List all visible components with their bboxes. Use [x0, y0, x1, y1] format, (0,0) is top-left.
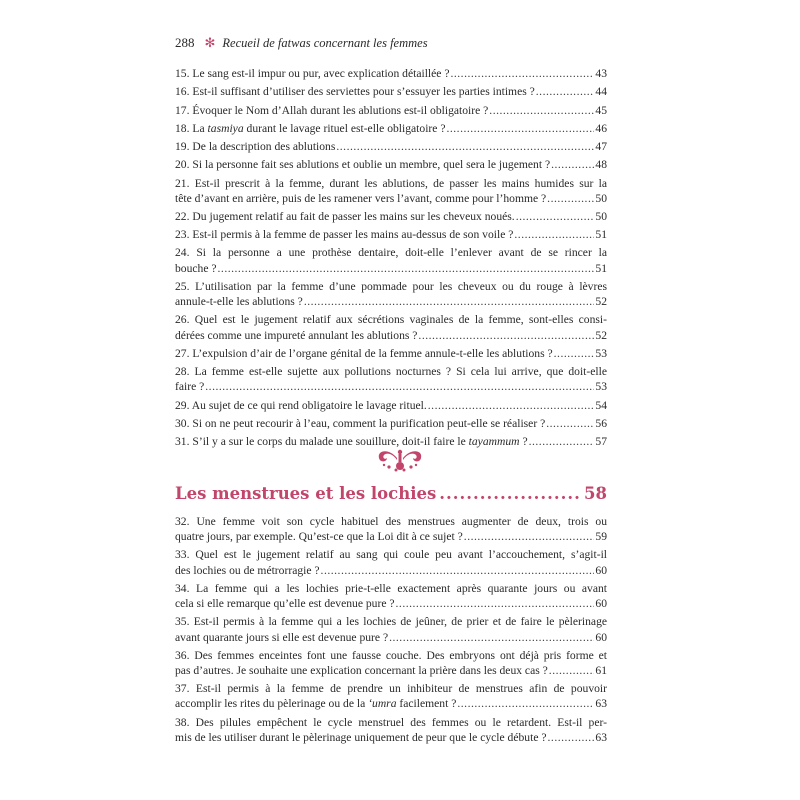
entry-page-number: 63 — [595, 730, 607, 744]
entry-text-part: Si la personne fait ses ablutions et oublie un membre, quel sera le jugement ? — [192, 158, 551, 172]
entry-text — [175, 66, 449, 81]
toc-entry[interactable] — [175, 66, 607, 81]
leader-dots — [446, 121, 594, 136]
entry-text-part: La — [192, 121, 208, 135]
flower-ornament-icon: ✻ — [204, 35, 216, 50]
entry-page-number: 57 — [595, 435, 607, 449]
entry-text-first-line — [175, 648, 607, 663]
toc-entry[interactable] — [175, 614, 607, 644]
entry-text-part: accomplir les rites du pèlerinage ou de la — [175, 697, 369, 711]
entry-text: Est-il permis à la femme de prendre un inhibiteur de menstrues afin de pouvoir — [195, 682, 607, 696]
entry-page-number: 54 — [595, 398, 607, 412]
entry-number: 38. — [175, 715, 190, 729]
page-number: 288 — [175, 35, 195, 50]
entry-page-number: 56 — [595, 416, 607, 430]
entry-page-number: 47 — [595, 140, 607, 153]
entry-text-first-line — [175, 547, 607, 562]
entry-text-part: cela si elle remarque qu’elle est devenue pure ? — [175, 597, 395, 611]
entry-text — [175, 261, 217, 276]
entry-text — [175, 596, 395, 611]
leader-dots — [418, 328, 594, 343]
leader-dots — [529, 434, 595, 449]
entry-text — [175, 103, 488, 118]
entry-page-number: 63 — [595, 697, 607, 711]
entry-number: 34. — [175, 581, 190, 595]
toc-entry[interactable] — [175, 648, 607, 678]
leader-dots — [551, 157, 594, 172]
entry-text-part: quatre jours, par exemple. Qu’est-ce que la Loi dit à ce sujet ? — [175, 530, 463, 544]
leader-dots — [304, 294, 595, 309]
leader-dots — [218, 261, 595, 276]
entry-number: 37. — [175, 682, 190, 696]
section-page: 58 — [584, 484, 607, 503]
entry-number: 18. — [175, 121, 190, 135]
leader-dots — [549, 663, 595, 678]
entry-text-part: pas d’autres. Je souhaite une explication concernant la prière dans les deux cas ? — [175, 664, 548, 678]
entry-page-number: 43 — [595, 67, 607, 80]
leader-dots — [428, 398, 595, 413]
entry-number: 29. — [175, 398, 190, 412]
entry-text-first-line — [175, 581, 607, 596]
toc-entry[interactable] — [175, 227, 607, 242]
entry-page-number: 53 — [595, 380, 607, 394]
entry-number: 23. — [175, 228, 190, 242]
entry-page-number: 60 — [595, 630, 607, 644]
entry-text — [175, 84, 535, 99]
leader-dots — [536, 84, 595, 99]
entry-text — [175, 227, 513, 242]
italic-term: ‘umra — [368, 697, 397, 711]
entry-text-part: Si on ne peut recourir à l’eau, comment la purification peut-elle se réaliser ? — [192, 416, 546, 430]
leader-dots — [547, 191, 594, 206]
entry-text: Quel est le jugement relatif au sang qui coule peu avant l’accouchement, s’agit-il — [195, 548, 608, 562]
toc-entry[interactable] — [175, 398, 607, 413]
entry-text-part: Évoquer le Nom d’Allah durant les ablutions est-il obligatoire ? — [192, 103, 489, 117]
entry-number: 32. — [175, 515, 190, 528]
entry-text: Est-il prescrit à la femme, durant les ablutions, de passer les mains humides sur la — [194, 176, 608, 190]
toc-entry[interactable] — [175, 139, 607, 154]
running-header — [175, 34, 428, 52]
entry-text-part: S’il y a sur le corps du malade une souillure, doit-il faire le — [192, 435, 469, 449]
entry-text — [175, 346, 553, 361]
entry-text-part: durant le lavage rituel est-elle obligatoire ? — [243, 121, 446, 135]
entry-text-part: ? — [519, 435, 528, 449]
entry-text-first-line — [175, 614, 607, 629]
entry-number: 17. — [175, 103, 190, 117]
entry-text — [175, 379, 204, 394]
entry-number: 33. — [175, 548, 190, 562]
entry-text-part: des lochies ou de métrorragie ? — [175, 563, 320, 577]
entry-number: 35. — [175, 615, 190, 629]
entry-text-first-line — [175, 279, 607, 294]
leader-dots — [546, 416, 594, 431]
toc-entry[interactable] — [175, 84, 607, 99]
entry-number: 19. — [175, 140, 190, 153]
entry-text-part: De la description des ablutions — [192, 140, 336, 153]
entry-page-number: 45 — [595, 103, 607, 117]
leader-dots — [321, 563, 595, 578]
toc-entry[interactable] — [175, 157, 607, 172]
entry-text — [175, 730, 547, 745]
entry-number: 30. — [175, 416, 190, 430]
entry-number: 25. — [175, 279, 190, 293]
toc-entry[interactable] — [175, 681, 607, 711]
entry-text-first-line — [175, 245, 607, 260]
entry-text — [175, 416, 545, 431]
toc-entry[interactable] — [175, 514, 607, 544]
entry-number: 21. — [175, 176, 190, 190]
entry-text-part: Est-il suffisant d’utiliser des serviettes pour s’essuyer les parties intimes ? — [192, 85, 535, 99]
toc-entry[interactable] — [175, 176, 607, 206]
leader-dots — [439, 484, 581, 503]
entry-text — [175, 434, 528, 449]
section-heading[interactable] — [175, 484, 607, 503]
toc-entry[interactable] — [175, 312, 607, 342]
toc-entry[interactable] — [175, 103, 607, 118]
entry-text: Une femme voit son cycle habituel des menstrues augmenter de deux, trois ou — [196, 515, 608, 528]
floral-ornament-icon — [367, 446, 433, 474]
entry-number: 31. — [175, 435, 190, 449]
toc-entry[interactable] — [175, 279, 607, 309]
entry-text — [175, 696, 456, 711]
entry-text-part: faire ? — [175, 380, 205, 394]
entry-text-part: tête d’avant en arrière, puis de les ramener vers l’avant, comme pour l’homme ? — [175, 191, 547, 205]
entry-number: 36. — [175, 648, 190, 662]
leader-dots — [548, 730, 595, 745]
entry-number: 22. — [175, 209, 190, 223]
entry-page-number: 46 — [595, 121, 607, 135]
entry-text: Des pilules empêchent le cycle menstruel des femmes ou le retardent. Est-il per- — [195, 715, 607, 729]
entry-text-first-line — [175, 364, 607, 379]
entry-text-part: L’expulsion d’air de l’organe génital de la femme annule-t-elle les ablutions ? — [192, 346, 553, 360]
entry-page-number: 51 — [595, 228, 607, 242]
toc-entry[interactable] — [175, 245, 607, 275]
entry-page-number: 60 — [595, 597, 607, 611]
entry-number: 26. — [175, 313, 190, 327]
entry-number: 24. — [175, 246, 190, 260]
leader-dots — [464, 529, 595, 544]
leader-dots — [516, 209, 595, 224]
entry-text-part: Du jugement relatif au fait de passer les mains sur les cheveux noués. — [192, 209, 515, 223]
running-title: Recueil de fatwas concernant les femmes — [222, 35, 428, 50]
entry-text: Quel est le jugement relatif aux sécrétions vaginales de la femme, sont-elles consi- — [194, 313, 607, 327]
entry-page-number: 50 — [595, 209, 607, 223]
entry-text-first-line — [175, 681, 607, 696]
entry-text: La femme qui a les lochies prie-t-elle exactement après quarante jours ou avant — [196, 581, 607, 595]
leader-dots — [389, 630, 594, 645]
entry-text-part: mis de les utiliser durant le pèlerinage uniquement de peur que le cycle débute ? — [175, 730, 547, 744]
leader-dots — [457, 696, 594, 711]
entry-text — [175, 209, 515, 224]
entry-text — [175, 529, 463, 544]
entry-text — [175, 328, 417, 343]
entry-text — [175, 630, 388, 645]
entry-text — [175, 563, 320, 578]
entry-text — [175, 663, 548, 678]
entry-text-first-line — [175, 312, 607, 327]
toc-entry[interactable] — [175, 346, 607, 361]
entry-text-part: bouche ? — [175, 261, 217, 275]
section-title: Les menstrues et les lochies — [175, 484, 437, 503]
leader-dots — [450, 66, 594, 81]
entry-page-number: 51 — [595, 261, 607, 275]
entry-text-part: Au sujet de ce qui rend obligatoire le lavage rituel. — [191, 398, 427, 412]
entry-text-part: Est-il permis à la femme de passer les mains au-dessus de son voile ? — [192, 228, 514, 242]
entry-text: Des femmes enceintes font une fausse couche. Des embryons ont déjà pris forme et — [194, 648, 607, 662]
entry-number: 16. — [175, 85, 190, 99]
entry-page-number: 53 — [595, 346, 607, 360]
entry-text — [175, 139, 335, 154]
entry-text-first-line — [175, 715, 607, 730]
entry-page-number: 61 — [595, 664, 607, 678]
entry-text-first-line — [175, 176, 607, 191]
toc-entry[interactable] — [175, 416, 607, 431]
entry-text: Si la personne a une prothèse dentaire, doit-elle l’enlever avant de se rincer la — [196, 246, 607, 260]
entry-page-number: 52 — [595, 295, 607, 309]
entry-text — [175, 294, 303, 309]
toc-list-purification — [175, 66, 607, 452]
toc-entry[interactable] — [175, 715, 607, 745]
leader-dots — [396, 596, 595, 611]
toc-entry[interactable] — [175, 121, 607, 136]
entry-number: 28. — [175, 365, 190, 379]
entry-page-number: 60 — [595, 563, 607, 577]
entry-number: 20. — [175, 158, 190, 172]
entry-page-number: 59 — [595, 530, 607, 544]
entry-number: 15. — [175, 67, 190, 80]
italic-term: tayammum — [468, 435, 520, 449]
entry-text: La femme est-elle sujette aux pollutions nocturnes ? Si cela lui arrive, que doit-elle — [194, 365, 607, 379]
entry-text-part: avant quarante jours si elle est devenue pure ? — [175, 630, 389, 644]
entry-text-part: annule-t-elle les ablutions ? — [175, 295, 303, 309]
entry-page-number: 50 — [595, 191, 607, 205]
entry-text-part: facilement ? — [396, 697, 457, 711]
leader-dots — [514, 227, 594, 242]
leader-dots — [336, 139, 594, 154]
toc-entry[interactable] — [175, 364, 607, 394]
leader-dots — [489, 103, 594, 118]
entry-text — [175, 398, 427, 413]
entry-text — [175, 121, 445, 136]
entry-page-number: 44 — [595, 85, 607, 99]
toc-list-menstruation — [175, 514, 607, 748]
entry-text-part: Le sang est-il impur ou pur, avec explication détaillée ? — [192, 67, 450, 80]
entry-text — [175, 191, 546, 206]
entry-text — [175, 157, 550, 172]
italic-term: tasmiya — [207, 121, 244, 135]
toc-entry[interactable] — [175, 547, 607, 577]
entry-page-number: 52 — [595, 328, 607, 342]
leader-dots — [554, 346, 595, 361]
entry-text-part: dérées comme une impureté annulant les ablutions ? — [175, 328, 418, 342]
entry-page-number: 48 — [595, 158, 607, 172]
toc-entry[interactable] — [175, 581, 607, 611]
entry-text: Est-il permis à la femme qui a les lochies de jeûner, de prier et de faire le pèlerinage — [193, 615, 608, 629]
entry-number: 27. — [175, 346, 190, 360]
leader-dots — [205, 379, 594, 394]
toc-entry[interactable] — [175, 209, 607, 224]
entry-text-first-line — [175, 514, 607, 529]
entry-text: L’utilisation par la femme d’une pommade pour les cheveux ou du rouge à lèvres — [195, 279, 608, 293]
